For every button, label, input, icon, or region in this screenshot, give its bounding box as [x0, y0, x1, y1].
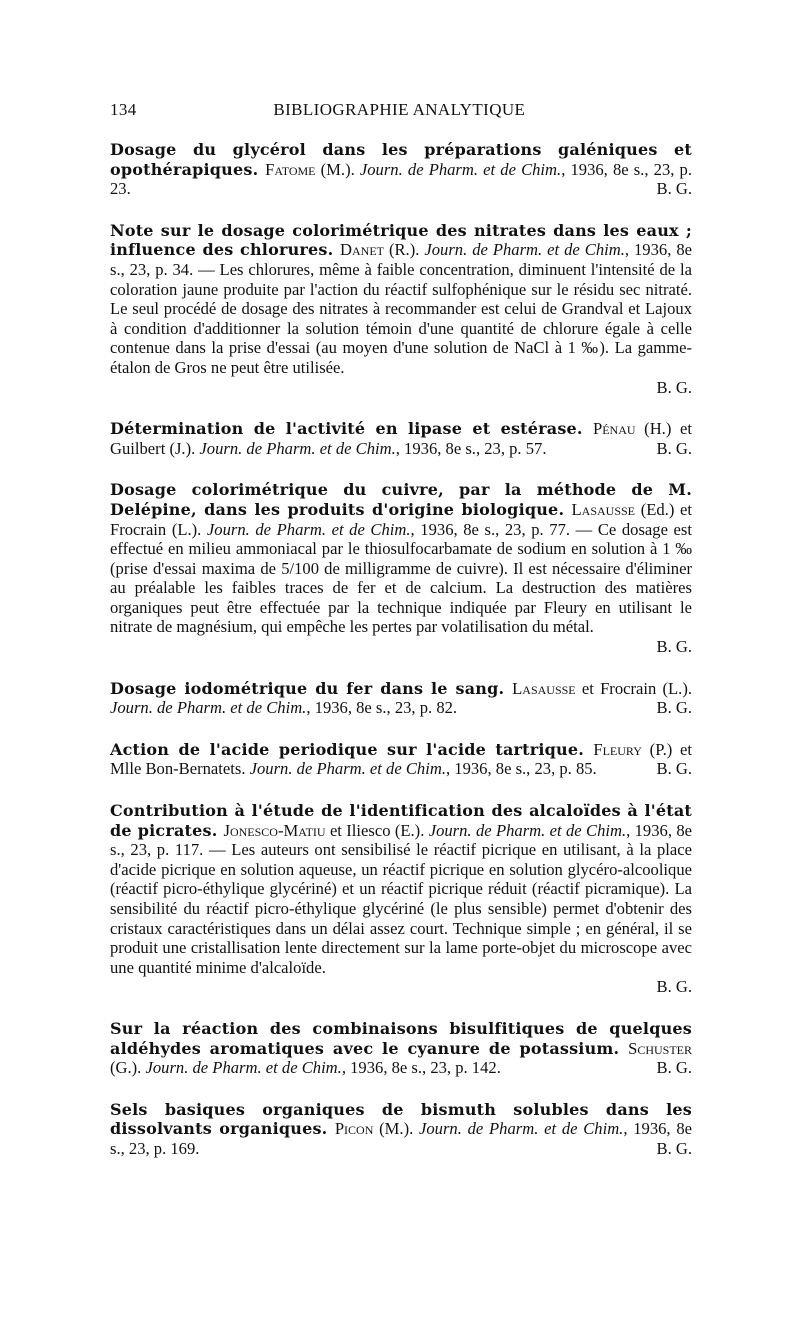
entry-author: Fatome [265, 159, 316, 179]
entry-author-rest: (R.). [383, 240, 425, 260]
entry-journal: Journ. de Pharm. et de Chim. [249, 759, 446, 779]
entry-journal: Journ. de Pharm. et de Chim. [110, 698, 307, 718]
entry-reference: , 1936, 8e s., 23, p. 117. [110, 820, 692, 860]
entry-journal: Journ. de Pharm. et de Chim. [145, 1058, 342, 1078]
entry-title: Dosage colorimétrique du cuivre, par la méthode de M. Delépine, dans les produits d'origine biologique. [110, 480, 692, 519]
entry-signature: B. G. [656, 977, 692, 997]
page-number: 134 [110, 100, 137, 119]
bibliography-entry [110, 740, 692, 779]
bibliography-entry [110, 1019, 692, 1078]
entry-signature: B. G. [656, 1138, 692, 1158]
bibliography-entry [110, 679, 692, 718]
entry-reference: , 1936, 8e s., 23, p. 57. [395, 438, 547, 458]
entry-reference: , 1936, 8e s., 23, p. 77. [410, 519, 571, 539]
entry-author: Lasausse [571, 499, 636, 519]
entry-reference: , 1936, 8e s., 23, p. 23. [110, 159, 692, 199]
entry-author-rest: (G.). [110, 1058, 146, 1078]
entry-signature: B. G. [656, 377, 692, 397]
bibliography-entry [110, 419, 692, 458]
entry-journal: Journ. de Pharm. et de Chim. [206, 519, 411, 539]
entry-body: — Les auteurs ont sensibilisé le réactif picrique en utilisant, à la place d'acide picrique en solution aqueuse, un réactif picrique en solution glycéro-alcoolique (réactif picro-éthylique glycériné) et un réactif picrique réduit (réactif picramique). La sensibilité du réactif picro-éthylique glycériné (le plus sensible) permet d'obtenir des cristaux caractéristiques dans un délai assez court. Technique simple ; en général, il se produit une cristallisation lente directement sur la lame porte-objet du microscope avec une quantité minime d'alcaloïde. [110, 840, 693, 977]
entry-title: Note sur le dosage colorimétrique des nitrates dans les eaux ; influence des chlorures. [110, 220, 692, 260]
entry-author: Pénau [592, 419, 636, 439]
entry-author-rest: et Frocrain (L.). [575, 678, 692, 698]
bibliography-entry [110, 480, 692, 656]
entry-author: Lasausse [512, 678, 576, 698]
entry-author: Picon [334, 1119, 374, 1139]
bibliography-entry [110, 801, 692, 997]
document-page [110, 100, 692, 1181]
entry-author-rest: (H.) et Guilbert (J.). [110, 419, 692, 458]
entry-author-rest: et Iliesco (E.). [325, 820, 429, 840]
running-title: BIBLIOGRAPHIE ANALYTIQUE [273, 100, 526, 119]
entry-title: Sur la réaction des combinaisons bisulfitiques de quelques aldéhydes aromatiques avec le cyanure de potassium. [110, 1018, 692, 1058]
entry-journal: Journ. de Pharm. et de Chim. [359, 159, 562, 179]
entry-author-rest: (M.). [373, 1119, 419, 1139]
entry-signature: B. G. [656, 759, 692, 779]
entry-journal: Journ. de Pharm. et de Chim. [199, 438, 396, 458]
entry-title: Dosage du glycérol dans les préparations galéniques et opothérapiques. [110, 140, 692, 179]
entry-title: Détermination de l'activité en lipase et estérase. [110, 419, 593, 439]
entry-signature: B. G. [656, 637, 692, 657]
entry-reference: , 1936, 8e s., 23, p. 142. [341, 1058, 501, 1078]
entry-reference: , 1936, 8e s., 23, p. 85. [445, 759, 597, 779]
entry-signature: B. G. [656, 179, 692, 199]
entry-title: Contribution à l'étude de l'identification des alcaloïdes à l'état de picrates. [110, 801, 692, 840]
entry-author-rest: (M.). [315, 159, 360, 179]
entry-author-rest: (Ed.) et Frocrain (L.). [110, 499, 693, 539]
entry-author: Schuster [628, 1038, 692, 1058]
entry-author-rest: (P.) et Mlle Bon-Bernatets. [110, 739, 692, 779]
entry-body: — Ce dosage est effectué en milieu ammoniacal par le thiosulfocarbamate de sodium en solution à 1 ‰ (prise d'essai maxima de 5/100 de milligramme de cuivre). Il est nécessaire d'éliminer au préalable les faibles traces de fer et de calcium. La destruction des matières organiques peut être effectuée par la technique indiquée par Fleury en utilisant le nitrate de magnésium, qui empêche les pertes par volatilisation du métal. [110, 519, 692, 637]
entry-title: Sels basiques organiques de bismuth solubles dans les dissolvants organiques. [110, 1099, 692, 1139]
entry-signature: B. G. [656, 438, 692, 458]
entry-title: Action de l'acide periodique sur l'acide tartrique. [110, 739, 594, 759]
entry-signature: B. G. [656, 698, 692, 718]
entry-reference: , 1936, 8e s., 23, p. 34. [110, 240, 692, 279]
bibliography-entry [110, 221, 692, 397]
entry-journal: Journ. de Pharm. et de Chim. [428, 820, 627, 840]
running-header [110, 100, 692, 120]
entry-journal: Journ. de Pharm. et de Chim. [419, 1119, 624, 1139]
entry-author: Danet [340, 240, 384, 260]
bibliography-entries [110, 140, 692, 1159]
bibliography-entry [110, 140, 692, 199]
entry-journal: Journ. de Pharm. et de Chim. [424, 240, 625, 260]
entry-author: Jonesco-Matiu [223, 820, 326, 840]
entry-reference: , 1936, 8e s., 23, p. 82. [306, 698, 458, 718]
entry-reference: , 1936, 8e s., 23, p. 169. [110, 1119, 692, 1158]
bibliography-entry [110, 1100, 692, 1159]
entry-signature: B. G. [656, 1058, 692, 1078]
entry-body: — Les chlorures, même à faible concentration, diminuent l'intensité de la coloration jaune produite par l'action du réactif sulfophénique sur le résidu sec nitraté. Le seul procédé de dosage des nitrates à recommander est celui de Grandval et Lajoux à condition d'additionner la solution témoin d'une quantité de chlorure égale à celle contenue dans la prise d'essai (au moyen d'une solution de NaCl à 1 ‰). La gamme-étalon de Gros ne peut être utilisée. [110, 259, 692, 377]
entry-author: Fleury [593, 739, 642, 759]
entry-title: Dosage iodométrique du fer dans le sang. [110, 678, 513, 698]
